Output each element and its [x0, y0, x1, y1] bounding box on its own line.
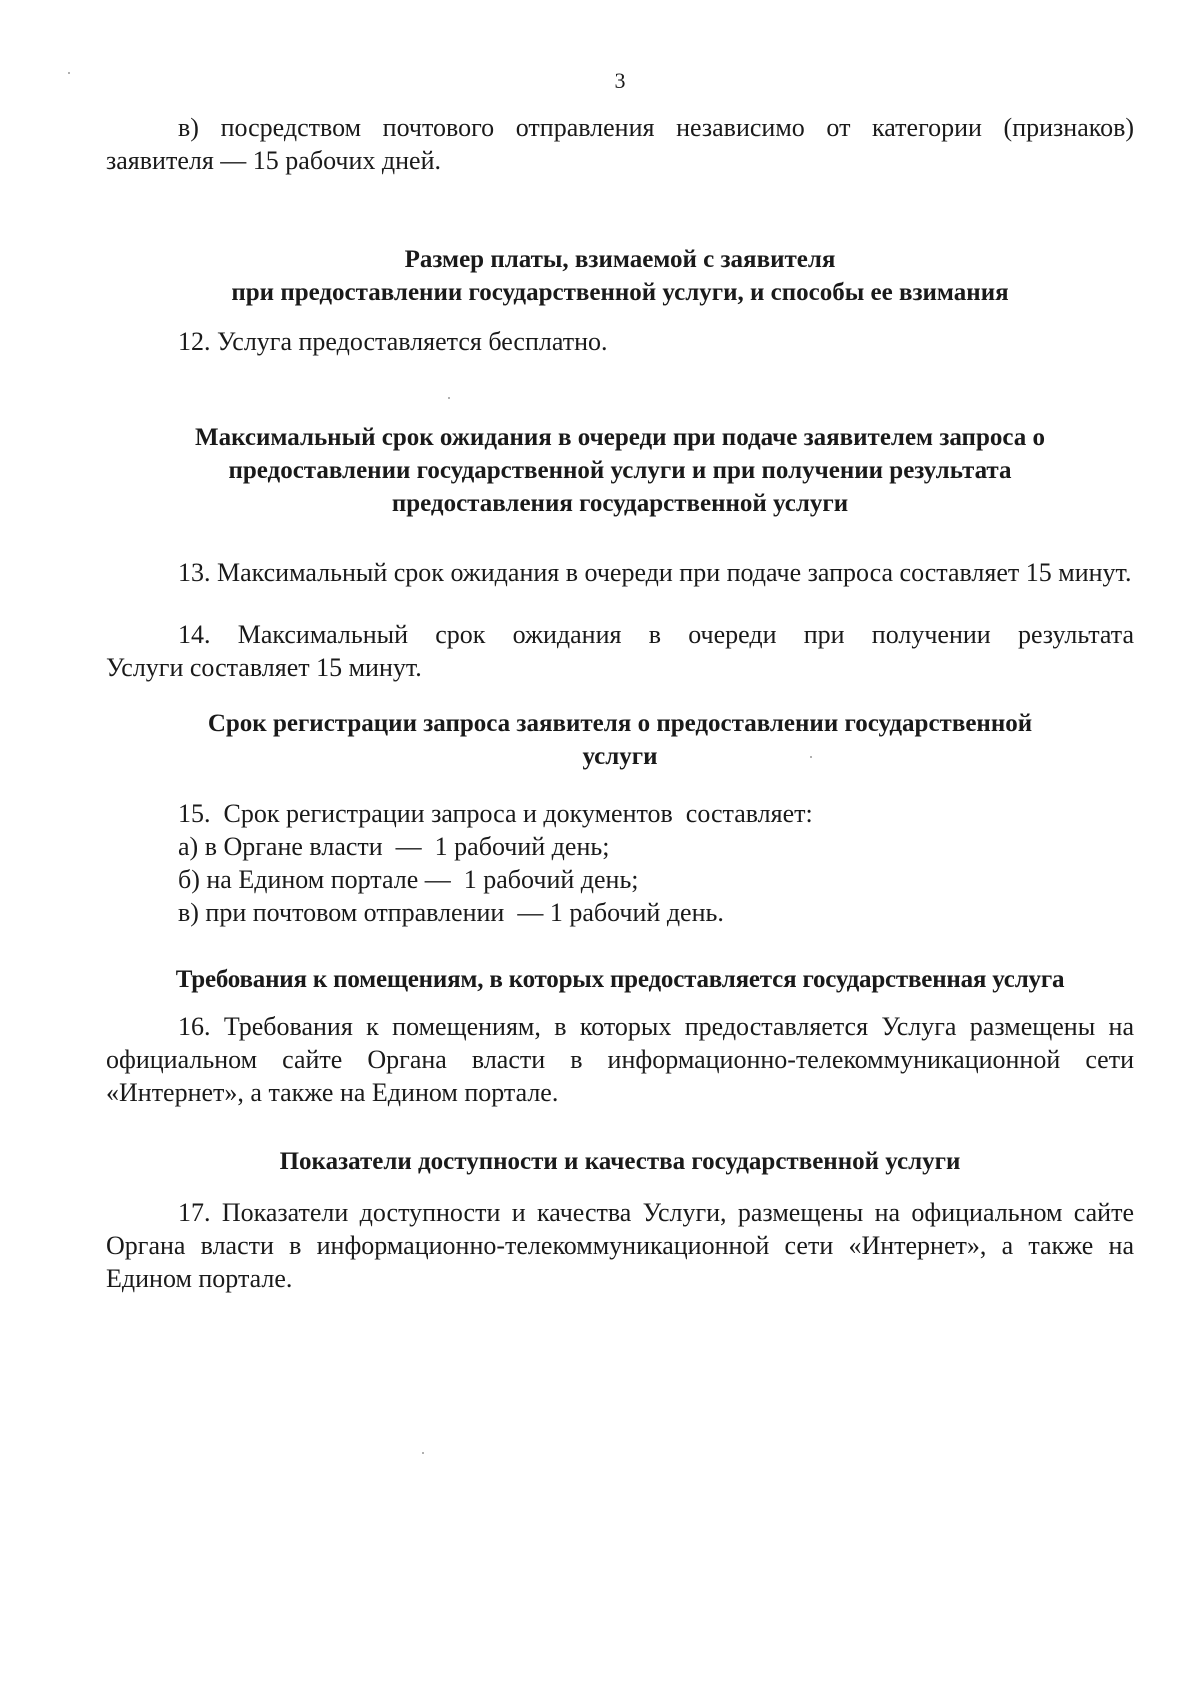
paragraph-12 — [106, 325, 1134, 358]
paragraph-13 — [106, 556, 1134, 589]
paragraph-14 — [106, 618, 1134, 684]
list-item: в) при почтовом отправлении — 1 рабочий день. — [178, 898, 724, 927]
paragraph-text: 14. Максимальный срок ожидания в очереди при получении результата — [178, 620, 1134, 649]
paragraph-text: Услуги составляет 15 минут. — [106, 653, 422, 682]
scan-speck — [68, 72, 70, 74]
paragraph-text: 13. Максимальный срок ожидания в очереди при подаче запроса составляет 15 минут. — [178, 558, 1132, 587]
heading-wait — [106, 421, 1134, 520]
list-item: б) на Едином портале — 1 рабочий день; — [178, 865, 639, 894]
scan-speck — [810, 756, 812, 758]
heading-registration — [106, 707, 1134, 773]
paragraph-16 — [106, 1010, 1134, 1109]
scan-speck — [422, 1452, 424, 1454]
paragraph-text: 12. Услуга предоставляется бесплатно. — [178, 327, 608, 356]
document-page — [106, 0, 1134, 1697]
heading-line: Максимальный срок ожидания в очереди при подаче заявителем запроса о — [194, 424, 1045, 451]
paragraph-text: 17. Показатели доступности и качества Услуги, размещены на официальном сайте Органа власти в информационно-телекоммуникационной сети «Интернет», а также на Едином портале. — [106, 1198, 1134, 1293]
paragraph-text: 16. Требования к помещениям, в которых предоставляется Услуга размещены на официальном сайте Органа власти в информационно-телекоммуникационной сети «Интернет», а также на Едином портале. — [106, 1012, 1134, 1107]
paragraph-11v — [106, 111, 1134, 177]
paragraph-17 — [106, 1196, 1134, 1295]
heading-line: Срок регистрации запроса заявителя о предоставлении государственной — [207, 710, 1033, 737]
heading-line: Размер платы, взимаемой с заявителя — [404, 246, 836, 273]
paragraph-15 — [106, 797, 1134, 929]
heading-line: при предоставлении государственной услуги, и способы ее взимания — [231, 279, 1009, 306]
paragraph-text: 15. Срок регистрации запроса и документов составляет: — [178, 799, 813, 828]
heading-line: предоставлении государственной услуги и при получении результата — [228, 457, 1012, 484]
heading-premises — [106, 963, 1134, 996]
paragraph-text: в) посредством почтового отправления независимо от категории (признаков) заявителя — 15 рабочих дней. — [106, 113, 1134, 175]
heading-fee — [106, 243, 1134, 309]
heading-line: Требования к помещениям, в которых предоставляется государственная услуга — [175, 966, 1065, 993]
heading-quality — [106, 1145, 1134, 1178]
heading-line: предоставления государственной услуги — [391, 490, 849, 517]
page-number: 3 — [614, 68, 626, 93]
scan-speck — [448, 397, 450, 399]
list-item: а) в Органе власти — 1 рабочий день; — [178, 832, 610, 861]
heading-line: Показатели доступности и качества государственной услуги — [279, 1148, 961, 1175]
heading-line: услуги — [582, 743, 658, 770]
